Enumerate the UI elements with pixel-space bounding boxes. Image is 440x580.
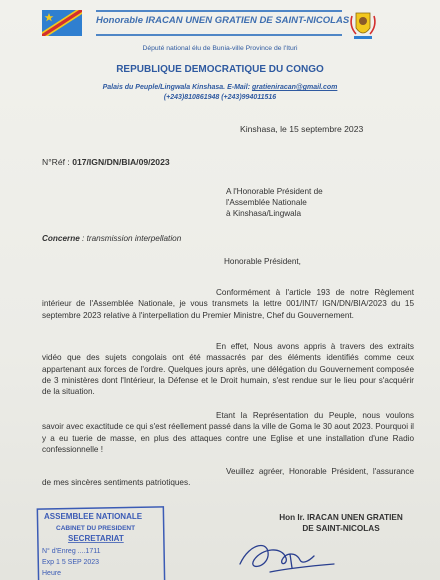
- handwritten-signature: [230, 534, 350, 580]
- body-paragraph: [42, 287, 414, 321]
- subject-line: [42, 234, 181, 243]
- letter-date: Kinshasa, le 15 septembre 2023: [240, 124, 364, 134]
- letterhead-title: Honorable IRACAN UNEN GRATIEN DE SAINT-NICOLAS: [96, 15, 350, 26]
- coat-of-arms-icon: [346, 8, 380, 42]
- recipient-line: l'Assemblée Nationale: [226, 198, 307, 207]
- header-bottom-rule: [96, 34, 342, 36]
- stamp-line: Exp 1 5 SEP 2023: [42, 559, 100, 566]
- paragraph-text: Veuillez agréer, Honorable Président, l'assurance de mes sincères sentiments patriotiques.: [42, 467, 414, 488]
- republic-heading: REPUBLIQUE DEMOCRATIQUE DU CONGO: [116, 64, 324, 75]
- paragraph-text: Conformément à l'article 193 de notre Règlement intérieur de l'Assemblée Nationale, je vous transmets la lettre 001/INT/ IGN/DN/BIA/2023 du 15 septembre 2023 relative à l'interpellation du Premier Ministre, Chef du Gouvernement.: [42, 288, 414, 320]
- contact-phones: (+243)810861948 (+243)994011516: [163, 94, 277, 101]
- subject-text: : transmission interpellation: [79, 234, 182, 243]
- signer-name: [256, 512, 426, 534]
- subject-label: Concerne: [42, 234, 80, 243]
- closing-paragraph: [42, 466, 414, 489]
- paragraph-text: Etant la Représentation du Peuple, nous voulons savoir avec exactitude ce qui s'est réellement passé dans la ville de Goma le 30 aout 2023. Pourquoi il y a eu tuerie de masse, en plus des attaques contre une Eglise et une installation d'une Radio confessionnelle !: [42, 411, 414, 454]
- signer-line: DE SAINT-NICOLAS: [302, 524, 380, 533]
- email-link[interactable]: gratieniracan@gmail.com: [251, 84, 338, 91]
- recipient-line: à Kinshasa/Lingwala: [226, 209, 302, 218]
- header-top-rule: [96, 10, 342, 12]
- reference-label: N°Réf :: [42, 157, 73, 167]
- deputy-subtitle: Député national élu de Bunia-ville Province de l'Ituri: [142, 45, 298, 52]
- salutation: Honorable Président,: [224, 257, 301, 266]
- body-paragraph: [42, 410, 414, 455]
- reference-number: [42, 157, 170, 167]
- stamp-line: CABINET DU PRESIDENT: [56, 525, 136, 532]
- signer-line: Hon Ir. IRACAN UNEN GRATIEN: [279, 513, 403, 522]
- contact-block: [70, 83, 370, 103]
- stamp-line: Heure: [42, 570, 62, 577]
- drc-flag-icon: [42, 10, 82, 36]
- recipient-line: A l'Honorable Président de: [226, 187, 323, 196]
- reception-stamp: [36, 506, 166, 580]
- stamp-line: ASSEMBLEE NATIONALE: [44, 512, 143, 521]
- recipient-address: [226, 186, 323, 219]
- contact-address: Palais du Peuple/Lingwala Kinshasa. E-Mail:: [102, 84, 252, 91]
- stamp-line: SECRETARIAT: [68, 534, 124, 543]
- paragraph-text: En effet, Nous avons appris à travers des extraits vidéo que des sujets congolais ont été massacrés par des éléments identifiés comme ceux appartenant aux forces de l'ordre. Quelques jours après, une délégation du Gouvernement composée de 3 ministères dont l'Intérieur, la Défense et le Droit humain, s'est rendue sur le lieu pour s'acquérir de la situation.: [42, 342, 414, 397]
- reference-value: 017/IGN/DN/BIA/09/2023: [72, 157, 170, 167]
- stamp-line: N° d'Enreg ....1711: [42, 548, 101, 555]
- body-paragraph: [42, 341, 414, 397]
